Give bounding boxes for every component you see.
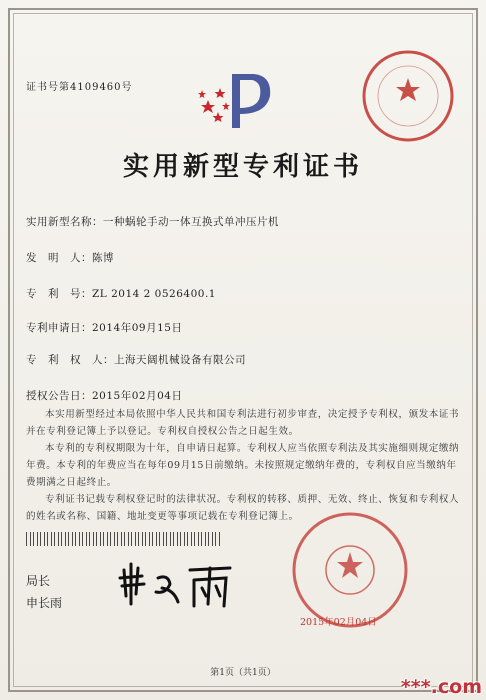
cnipa-seal-icon: [290, 510, 410, 630]
certificate-title: 实用新型专利证书: [122, 152, 363, 182]
agency-seal-icon: [360, 48, 456, 144]
body-paragraph: 专利证书记载专利权登记时的法律状况。专利权的转移、质押、无效、终止、恢复和专利权人的姓名或名称、国籍、地址变更等事项记载在专利登记簿上。: [26, 494, 460, 522]
field-inventor: [26, 250, 114, 265]
field-value: 2014年09月15日: [92, 322, 183, 334]
certificate-body: [26, 406, 464, 525]
field-grant-date: [26, 388, 182, 403]
field-value: 2015年02月04日: [92, 390, 183, 402]
director-signature-icon: [112, 560, 236, 612]
field-utility-model-name: [26, 214, 279, 229]
body-paragraph: 本实用新型经过本局依照中华人民共和国专利法进行初步审查，决定授予专利权，颁发本证书并在专利登记簿上予以登记。专利权自授权公告之日起生效。: [26, 409, 460, 437]
field-label: 专 利 号：: [26, 288, 92, 300]
page-footer: 第1页（共1页）: [210, 668, 276, 678]
director-title: 局长: [26, 574, 51, 588]
field-patent-number: [26, 286, 216, 301]
field-value: ZL 2014 2 0526400.1: [92, 288, 216, 300]
field-label: 实用新型名称：: [26, 216, 103, 228]
cnipa-logo-icon: [196, 66, 276, 136]
field-label: 专 利 权 人：: [26, 354, 114, 366]
field-label: 专利申请日：: [26, 322, 92, 334]
field-value: 上海天阔机械设备有限公司: [114, 354, 246, 366]
director-name: 申长雨: [26, 596, 63, 610]
field-patentee: [26, 352, 246, 367]
body-paragraph: 本专利的专利权期限为十年，自申请日起算。专利权人应当依照专利法及其实施细则规定缴纳年费。本专利的年费应当在每年09月15日前缴纳。未按照规定缴纳年费的，专利权自应当缴纳年费期满之日起终止。: [26, 443, 460, 488]
watermark: ***.com: [400, 676, 482, 698]
field-value: 一种蜗轮手动一体互换式单冲压片机: [103, 216, 279, 228]
certificate-number: 证书号第4109460号: [26, 82, 133, 93]
seal-date: 2015年02月04日: [300, 617, 377, 628]
field-value: 陈博: [92, 252, 114, 264]
field-application-date: [26, 320, 182, 335]
barcode-stripe: [26, 532, 222, 546]
field-label: 发 明 人：: [26, 252, 92, 264]
field-label: 授权公告日：: [26, 390, 92, 402]
